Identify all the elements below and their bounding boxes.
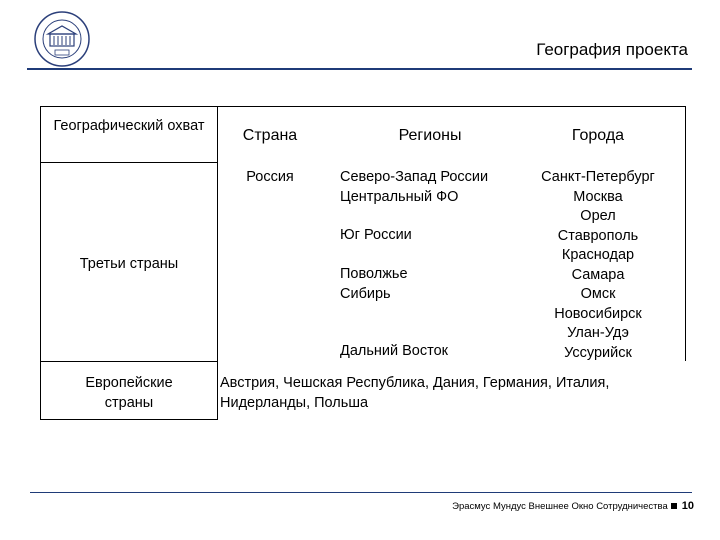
header-country: Страна [242,127,298,144]
region-siberia: Сибирь [340,286,391,302]
footer [452,500,694,512]
city-item: Улан-Удэ [567,325,629,341]
table-border-right [685,106,686,361]
city-item: Орел [580,208,616,224]
header-regions: Регионы [398,127,462,144]
footer-text: Эрасмус Мундус Внешнее Окно Сотрудничества [452,500,668,512]
row-european-label [40,374,218,413]
table-row-rule [40,361,218,362]
country-russia: Россия [246,169,294,185]
region-central: Центральный ФО [340,189,459,205]
city-list [523,168,673,363]
row-third-countries-label: Третьи страны [79,256,179,272]
header-divider [27,68,692,70]
city-item: Ставрополь [557,227,639,244]
region-south: Юг России [340,227,412,243]
university-seal-logo [33,10,91,68]
european-countries-line2: Нидерланды, Польша [220,394,369,411]
city-item: Краснодар [561,247,635,263]
region-far-east: Дальний Восток [340,343,449,359]
table-header-rule [40,162,218,163]
square-bullet-icon [671,503,677,509]
table-border-top [40,106,686,107]
region-volga: Поволжье [340,266,408,282]
european-countries-line1: Австрия, Чешская Республика, Дания, Германия, Италия, [220,375,610,391]
header-cities: Города [571,127,625,144]
city-item: Санкт-Петербург [541,169,655,185]
geography-table [40,106,686,420]
page-number: 10 [681,500,694,512]
european-countries [220,374,609,413]
header-coverage: Географический охват [53,118,205,134]
european-label-text: Европейские страны [85,375,173,411]
slide-title: География проекта [536,40,688,59]
footer-divider [30,492,692,493]
city-item: Новосибирск [554,305,642,322]
city-item: Омск [580,286,616,302]
region-northwest: Северо-Запад России [340,169,489,185]
city-item: Самара [571,266,625,283]
city-item: Уссурийск [564,344,632,361]
table-border-bottom [40,419,218,420]
city-item: Москва [573,188,623,205]
